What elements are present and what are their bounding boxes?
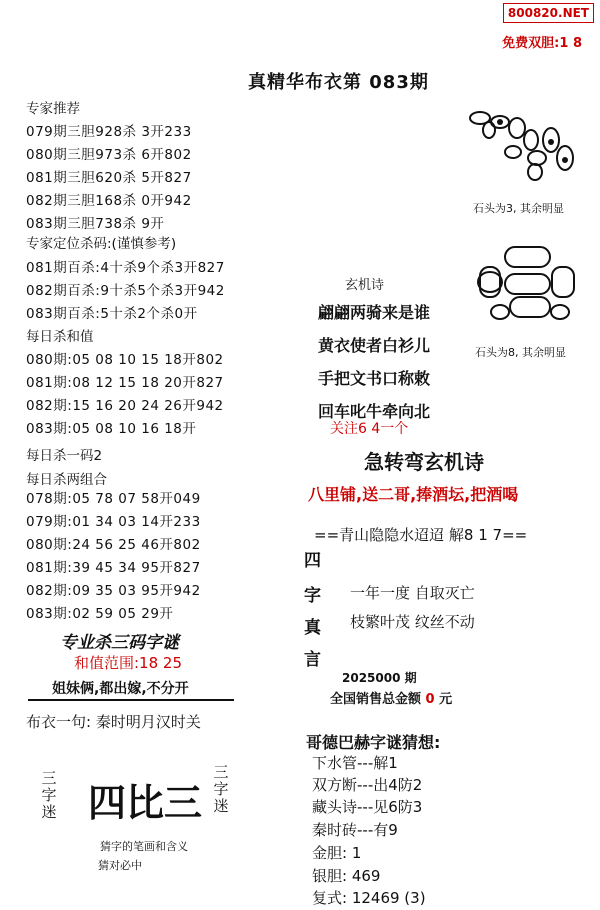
sales-period: 2025000 期 xyxy=(342,671,417,685)
three-word-right: 三字迷 xyxy=(213,763,229,815)
poem-line: 手把文书口称敕 xyxy=(318,369,431,388)
poem-line: 翩翩两骑来是谁 xyxy=(318,303,431,322)
expert-row: 083期三胆738杀 9开 xyxy=(26,216,165,232)
poem-heading: 玄机诗 xyxy=(345,278,385,293)
stone-puzzle-image xyxy=(455,100,585,200)
goedel-row: 复式: 12469 (3) xyxy=(312,889,426,907)
four-line: 枝繁叶茂 纹丝不动 xyxy=(350,613,475,631)
three-word-note: 猜对必中 xyxy=(98,859,142,872)
expert-row: 080期三胆973杀 6开802 xyxy=(26,147,192,163)
kill-pair-row: 080期:24 56 25 46开802 xyxy=(26,537,201,553)
site-badge[interactable]: 800820.NET xyxy=(503,3,594,23)
free-pick: 免费双胆:1 8 xyxy=(502,36,582,51)
sum-kill-row: 081期:08 12 15 18 20开827 xyxy=(26,375,224,391)
green-hill-line: ==青山隐隐水迢迢 解8 1 7== xyxy=(314,526,528,544)
goedel-row: 银胆: 469 xyxy=(312,867,381,885)
riddle-phrase: 姐妹俩,都出嫁,不分开 xyxy=(52,681,189,697)
expert-row: 081期三胆620杀 5开827 xyxy=(26,170,192,186)
goedel-row: 下水管---解1 xyxy=(312,754,398,772)
goedel-row: 金胆: 1 xyxy=(312,844,362,862)
poem-line: 黄衣使者白衫儿 xyxy=(318,336,431,355)
turn-line: 八里铺,送二哥,捧酒坛,把酒喝 xyxy=(308,485,519,504)
ring-caption: 石头为8, 其余明显 xyxy=(475,346,566,359)
goedel-row: 藏头诗---见6防3 xyxy=(312,798,423,816)
position-kill-row: 082期百杀:9十杀5个杀3开942 xyxy=(26,283,225,299)
poem-line: 回车叱牛牵向北 xyxy=(318,402,431,421)
follow-note: 关注6 4一个 xyxy=(330,421,409,437)
sales-line xyxy=(330,688,452,707)
kill-pair-row: 083期:02 59 05 29开 xyxy=(26,606,174,622)
stone-ring-image xyxy=(470,242,590,342)
kill-pair-row: 082期:09 35 03 95开942 xyxy=(26,583,201,599)
sales-unit: 元 xyxy=(439,692,453,707)
buyi-line: 布衣一句: 秦时明月汉时关 xyxy=(26,713,201,731)
sum-kill-row: 082期:15 16 20 24 26开942 xyxy=(26,398,224,414)
sum-kill-row: 080期:05 08 10 15 18开802 xyxy=(26,352,224,368)
sum-kill-heading: 每日杀和值 xyxy=(26,329,94,345)
puzzle-caption: 石头为3, 其余明显 xyxy=(473,202,564,215)
sales-value: 0 xyxy=(425,692,435,707)
kill-pair-heading: 每日杀两组合 xyxy=(26,472,107,488)
sum-range: 和值范围:18 25 xyxy=(74,654,182,672)
expert-row: 079期三胆928杀 3开233 xyxy=(26,124,192,140)
goedel-title: 哥德巴赫字谜猜想: xyxy=(306,733,441,752)
four-char: 四 xyxy=(304,551,321,571)
expert-row: 082期三胆168杀 0开942 xyxy=(26,193,192,209)
sum-kill-row: 083期:05 08 10 16 18开 xyxy=(26,421,197,437)
position-kill-row: 083期百杀:5十杀2个杀0开 xyxy=(26,306,198,322)
position-kill-row: 081期百杀:4十杀9个杀3开827 xyxy=(26,260,225,276)
kill-pair-row: 079期:01 34 03 14开233 xyxy=(26,514,201,530)
kill-one-code: 每日杀一码2 xyxy=(26,448,103,464)
three-word-note: 猜字的笔画和含义 xyxy=(100,840,188,853)
sales-label: 全国销售总金额 xyxy=(330,692,422,707)
four-char: 真 xyxy=(304,618,321,638)
goedel-row: 秦时砖---有9 xyxy=(312,821,398,839)
kill-pair-row: 081期:39 45 34 95开827 xyxy=(26,560,201,576)
riddle-three-title: 专业杀三码字谜 xyxy=(60,633,179,653)
turn-title: 急转弯玄机诗 xyxy=(364,450,484,474)
four-char: 字 xyxy=(304,586,321,606)
four-line: 一年一度 自取灭亡 xyxy=(350,584,475,602)
page-title: 真精华布衣第 083期 xyxy=(248,72,429,93)
divider xyxy=(28,699,234,701)
position-kill-heading: 专家定位杀码:(谨慎参考) xyxy=(26,236,177,252)
three-word-main: 四比三 xyxy=(88,780,203,825)
kill-pair-row: 078期:05 78 07 58开049 xyxy=(26,491,201,507)
expert-heading: 专家推荐 xyxy=(26,101,80,117)
goedel-row: 双方断---出4防2 xyxy=(312,776,423,794)
three-word-left: 三字迷 xyxy=(41,769,57,821)
four-char: 言 xyxy=(304,650,321,670)
